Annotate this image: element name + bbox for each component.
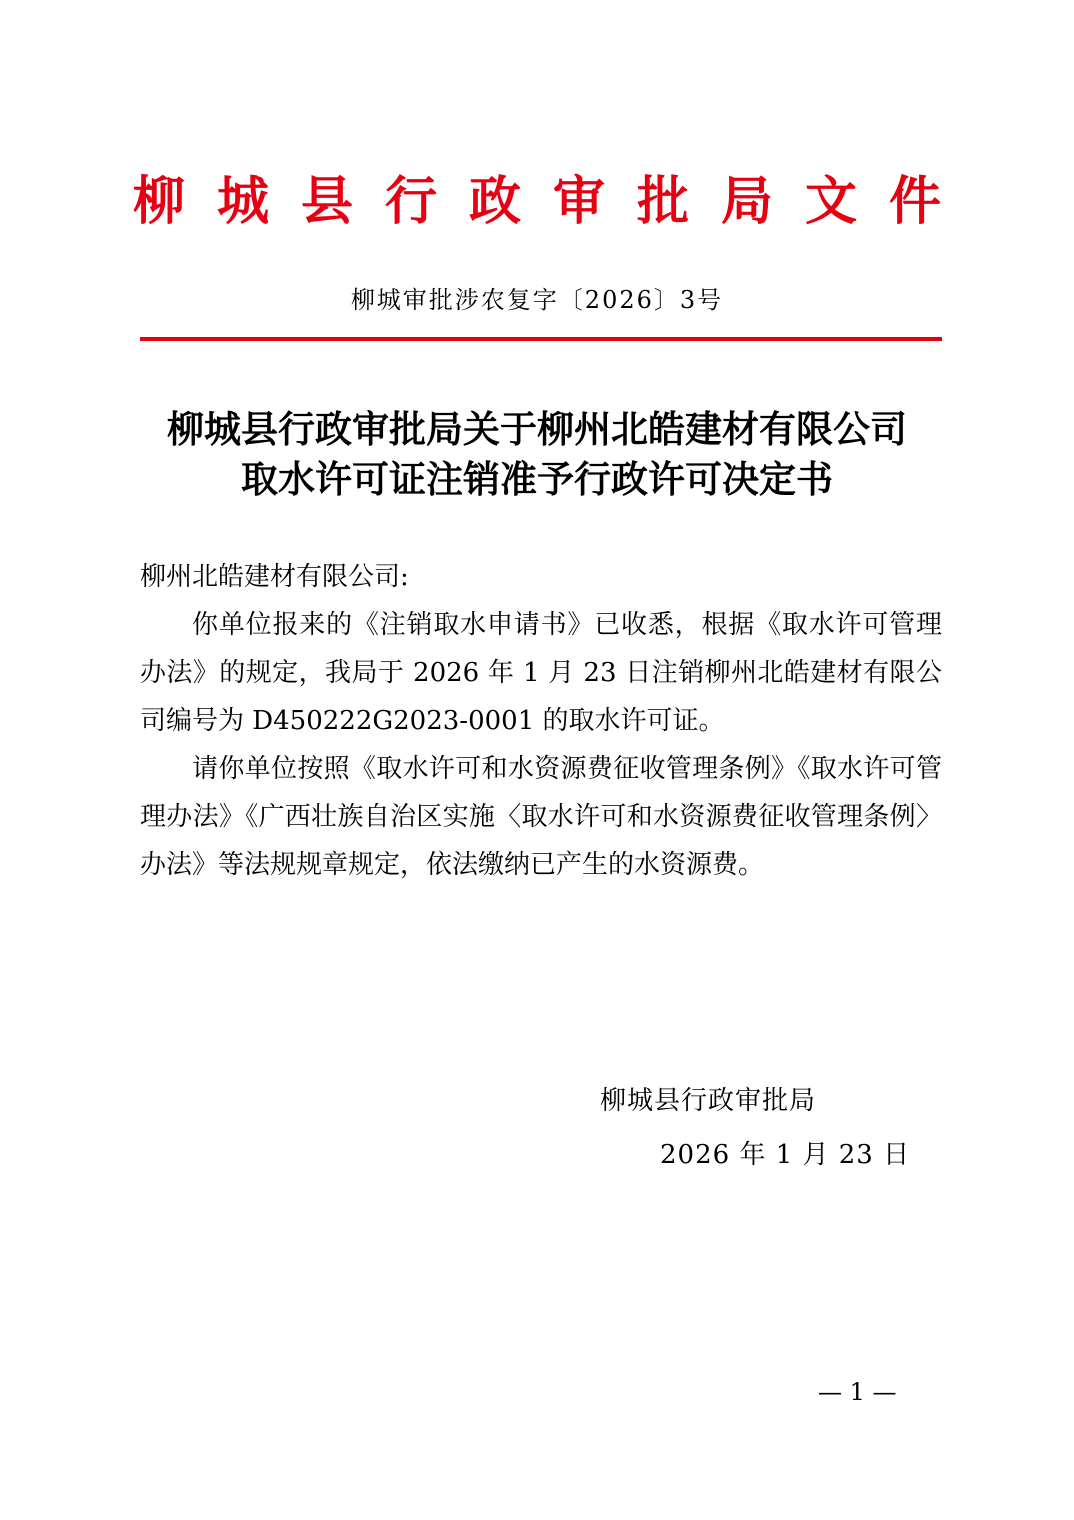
issuer-title: 柳城县行政审批局文件 [132,171,973,232]
page-number: — 1 — [818,1378,897,1406]
body-paragraph-1: 你单位报来的《注销取水申请书》已收悉，根据《取水许可管理办法》的规定，我局于 2026 年 1 月 23 日注销柳州北皓建材有限公司编号为 D450222G2023-0001 的取水许可证。 [140,610,942,736]
signature-organization: 柳城县行政审批局 [600,1086,817,1116]
document-title-line-1: 柳城县行政审批局关于柳州北皓建材有限公司 [167,407,907,451]
document-body [140,553,942,889]
red-divider [140,337,942,341]
salutation: 柳州北皓建材有限公司: [140,562,409,592]
document-number: 柳城审批涉农复字〔2026〕3号 [350,286,724,314]
body-paragraph-2: 请你单位按照《取水许可和水资源费征收管理条例》《取水许可管理办法》《广西壮族自治区实施〈取水许可和水资源费征收管理条例〉办法》等法规规章规定，依法缴纳已产生的水资源费。 [140,754,942,880]
document-title-line-2: 取水许可证注销准予行政许可决定书 [241,457,833,501]
document-title [100,404,974,504]
signature-date: 2026 年 1 月 23 日 [660,1140,911,1170]
